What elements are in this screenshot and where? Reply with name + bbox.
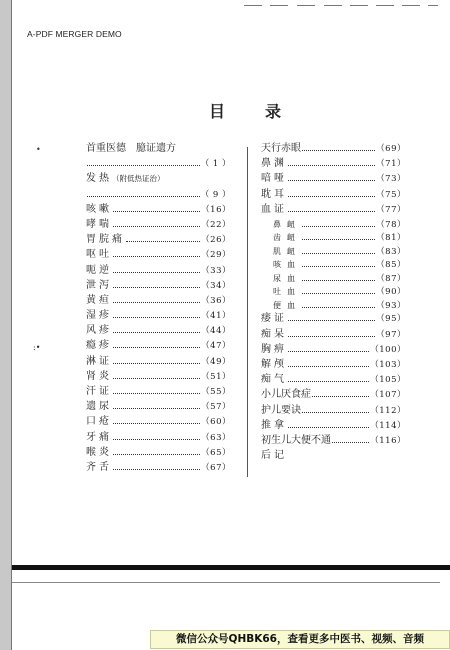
toc-entry-label: 发热 [86, 173, 112, 185]
column-divider [247, 147, 248, 477]
toc-entry-label: 口疮 [86, 416, 112, 428]
toc-entry-label: 胃脘痛 [86, 234, 125, 246]
toc-entry-label: 咳嗽 [86, 203, 112, 215]
toc-leader-dots [87, 156, 200, 166]
toc-entry-page: （90） [376, 287, 406, 298]
toc-leader-dots [302, 298, 375, 308]
toc-entry-page: （83） [376, 246, 406, 257]
toc-entry [86, 384, 231, 399]
toc-entry-label: 首重医德 臆证遗方 [86, 143, 176, 154]
toc-entry [86, 141, 231, 156]
toc-leader-dots [288, 171, 375, 181]
toc-entry-label: 牙痛 [86, 431, 112, 443]
toc-entry-page: （95） [376, 314, 406, 325]
toc-entry [86, 171, 231, 186]
toc-entry-page: （107） [370, 390, 406, 401]
toc-entry [261, 171, 406, 186]
toc-entry-label: 呕吐 [86, 249, 112, 261]
dash [350, 5, 368, 6]
toc-leader-dots [113, 399, 200, 409]
title-char-2: 录 [265, 102, 282, 121]
toc-entry [86, 278, 231, 293]
toc-entry-label: 喑哑 [261, 173, 287, 185]
toc-entry-page: （60） [201, 417, 231, 428]
toc-entry-page: （81） [376, 233, 406, 244]
toc-entry-page: （85） [376, 260, 406, 271]
toc-entry [261, 141, 406, 156]
toc-leader-dots [302, 244, 375, 254]
toc-leader-dots [113, 247, 200, 257]
toc-entry-label: 齿衄 [273, 233, 301, 243]
toc-entry-page: （75） [376, 189, 406, 200]
toc-entry [261, 357, 406, 372]
toc-leader-dots [302, 403, 369, 413]
toc-entry-page: （116） [370, 435, 406, 446]
toc-entry-page: （69） [376, 144, 406, 154]
toc-leader-dots [302, 284, 375, 294]
top-dashes [12, 5, 450, 8]
toc-entry-page: （97） [376, 329, 406, 340]
toc-entry [86, 369, 231, 384]
toc-leader-dots [113, 384, 200, 394]
dash [244, 5, 262, 6]
toc-entry-page: （78） [376, 219, 406, 230]
toc-entry [261, 418, 406, 433]
toc-entry-label: 初生儿大便不通 [261, 434, 331, 446]
toc-entry [86, 460, 231, 475]
toc-leader-dots [113, 414, 200, 424]
toc-entry-label: 咳血 [273, 260, 301, 270]
toc-entry-label: 小儿厌食症 [261, 389, 311, 401]
toc-entry-page: （29） [201, 250, 231, 261]
toc-entry-label: 护儿要诀 [261, 404, 301, 416]
toc-entry-page: （55） [201, 387, 231, 397]
toc-entry-page: （93） [376, 300, 406, 311]
toc-leader-dots [288, 187, 375, 197]
toc-entry-page: （71） [376, 159, 406, 170]
scan-mark: :• [33, 343, 41, 352]
toc-entry-label: 喉炎 [86, 446, 112, 458]
toc-leader-dots [302, 257, 375, 267]
toc-entry-page: （22） [201, 219, 231, 230]
toc-entry-label: 痿证 [261, 313, 287, 325]
toc-entry-label: 解颅 [261, 359, 287, 370]
toc-entry [86, 187, 231, 202]
toc-leader-dots [113, 217, 200, 227]
toc-entry-label: 泄泻 [86, 279, 112, 291]
toc-entry-label: 血证 [261, 203, 287, 215]
toc-entry [261, 244, 406, 258]
toc-leader-dots [113, 460, 200, 470]
toc-leader-dots [113, 308, 200, 318]
toc-leader-dots [113, 430, 200, 440]
toc-entry [86, 430, 231, 445]
toc-entry [261, 327, 406, 342]
toc-entry-label: 耽耳 [261, 188, 287, 200]
toc-entry [261, 284, 406, 298]
toc-entry [86, 323, 231, 338]
toc-entry-page: （87） [376, 273, 406, 284]
dash [324, 5, 342, 6]
toc-entry-label: 瘾疹 [86, 340, 112, 352]
toc-entry [86, 293, 231, 308]
toc-entry-label: 风疹 [86, 325, 112, 337]
toc-leader-dots [288, 156, 375, 166]
toc-leader-dots [113, 202, 200, 212]
toc-entry-label: 哮喘 [86, 218, 112, 230]
toc-entry [261, 403, 406, 418]
toc-entry-label: 黄疸 [86, 294, 112, 306]
toc-entry-label: 胸痹 [261, 343, 287, 355]
toc-entry-label: 尿血 [273, 273, 301, 283]
toc-entry-page: （44） [201, 326, 231, 337]
toc-entry-label: 齐舌 [86, 461, 112, 473]
toc-entry [86, 308, 231, 323]
toc-leader-dots [288, 327, 375, 337]
toc-entry-page: （34） [201, 280, 231, 291]
toc-entry [261, 202, 406, 217]
toc-entry-page: （67） [201, 462, 231, 473]
toc-leader-dots [113, 369, 200, 379]
toc-leader-dots [302, 230, 375, 240]
toc-entry [86, 156, 231, 171]
toc-entry-page: （36） [201, 295, 231, 306]
dash [270, 5, 288, 6]
toc-leader-dots [113, 278, 200, 288]
toc-entry-label: 汗证 [86, 386, 112, 397]
dash [297, 5, 315, 6]
toc-entry [86, 232, 231, 247]
toc-entry [261, 271, 406, 285]
toc-leader-dots [113, 293, 200, 303]
toc-entry-label: 吐血 [273, 287, 301, 297]
toc-entry-label: 呃逆 [86, 264, 112, 276]
toc-leader-dots [288, 372, 369, 382]
toc-entry [261, 311, 406, 326]
toc-entry [261, 156, 406, 171]
toc-leader-dots [288, 342, 369, 352]
toc-leader-dots [288, 357, 369, 367]
toc-entry-label: 遗尿 [86, 401, 112, 413]
toc-entry-label: 淋证 [86, 355, 112, 367]
toc-entry [86, 414, 231, 429]
toc-entry-page: （105） [370, 375, 406, 386]
toc-leader-dots [312, 387, 369, 397]
dash [428, 5, 438, 6]
toc-leader-dots [113, 338, 200, 348]
toc-leader-dots [288, 202, 375, 212]
toc-entry [86, 263, 231, 278]
toc-entry-label: 痴气 [261, 374, 287, 386]
toc-entry-page: （114） [370, 420, 406, 431]
toc-entry-page: （ 9 ） [200, 189, 231, 200]
toc-entry-label: 鼻衄 [273, 219, 301, 229]
toc-entry-label: 推拿 [261, 419, 287, 431]
toc-entry-page: （ 1 ） [200, 159, 231, 170]
toc-entry [261, 387, 406, 402]
toc-entry-page: （26） [201, 235, 231, 246]
toc-right-column [261, 141, 406, 463]
toc-entry-label: 便血 [273, 300, 301, 310]
toc-entry [261, 187, 406, 202]
toc-leader-dots [288, 311, 375, 321]
toc-entry-label: 天行赤眼 [261, 143, 301, 154]
toc-entry [261, 433, 406, 448]
toc-entry-page: （41） [201, 311, 231, 322]
toc-leader-dots [302, 271, 375, 281]
toc-entry-page: （100） [370, 344, 406, 355]
toc-entry-page: （57） [201, 402, 231, 413]
scan-mark: • [36, 145, 41, 154]
toc-entry [261, 372, 406, 387]
toc-leader-dots [288, 418, 369, 428]
toc-leader-dots [126, 232, 200, 242]
toc-leader-dots [332, 433, 369, 443]
toc-leader-dots [302, 141, 375, 151]
toc-entry-label: 鼻渊 [261, 158, 287, 170]
header-rule [12, 582, 440, 583]
toc-entry-page: （63） [201, 432, 231, 443]
toc-entry-page: （73） [376, 174, 406, 185]
toc-entry [86, 217, 231, 232]
toc-leader-dots [113, 445, 200, 455]
viewer-left-frame [0, 0, 12, 650]
toc-entry-label: 后记 [261, 450, 287, 462]
toc-leader-dots [87, 187, 200, 197]
toc-entry-page: （51） [201, 371, 231, 382]
toc-entry [86, 202, 231, 217]
toc-entry [261, 448, 406, 463]
toc-entry-page: （65） [201, 447, 231, 458]
toc-entry [86, 354, 231, 369]
toc-entry [86, 399, 231, 414]
toc-entry-label: 肾炎 [86, 370, 112, 382]
toc-entry [261, 298, 406, 312]
toc-entry-page: （103） [370, 360, 406, 370]
watermark-text: A-PDF MERGER DEMO [27, 29, 122, 39]
toc-left-column [86, 141, 231, 475]
dash [402, 5, 420, 6]
toc-leader-dots [302, 217, 375, 227]
dash [376, 5, 394, 6]
toc-entry-page: （16） [201, 204, 231, 215]
toc-leader-dots [113, 354, 200, 364]
toc-entry-label: 痴呆 [261, 328, 287, 340]
toc-entry [261, 230, 406, 244]
toc-entry [261, 217, 406, 231]
title-char-1: 目 [209, 102, 226, 121]
toc-entry-page: （33） [201, 265, 231, 276]
toc-entry [86, 338, 231, 353]
toc-entry [86, 247, 231, 262]
toc-leader-dots [113, 263, 200, 273]
toc-entry-label: 肌衄 [273, 246, 301, 256]
promo-banner: 微信公众号QHBK66，查看更多中医书、视频、音频 [150, 630, 450, 649]
toc-entry [261, 342, 406, 357]
toc-entry-page: （112） [370, 405, 406, 416]
toc-entry [86, 445, 231, 460]
toc-entry-note: （附低热证治） [112, 174, 165, 184]
toc-entry-page: （49） [201, 356, 231, 367]
toc-leader-dots [113, 323, 200, 333]
toc-entry-label: 湿疹 [86, 310, 112, 322]
toc-entry [261, 257, 406, 271]
toc-entry-page: （47） [201, 341, 231, 352]
toc-entry-page: （77） [376, 204, 406, 215]
